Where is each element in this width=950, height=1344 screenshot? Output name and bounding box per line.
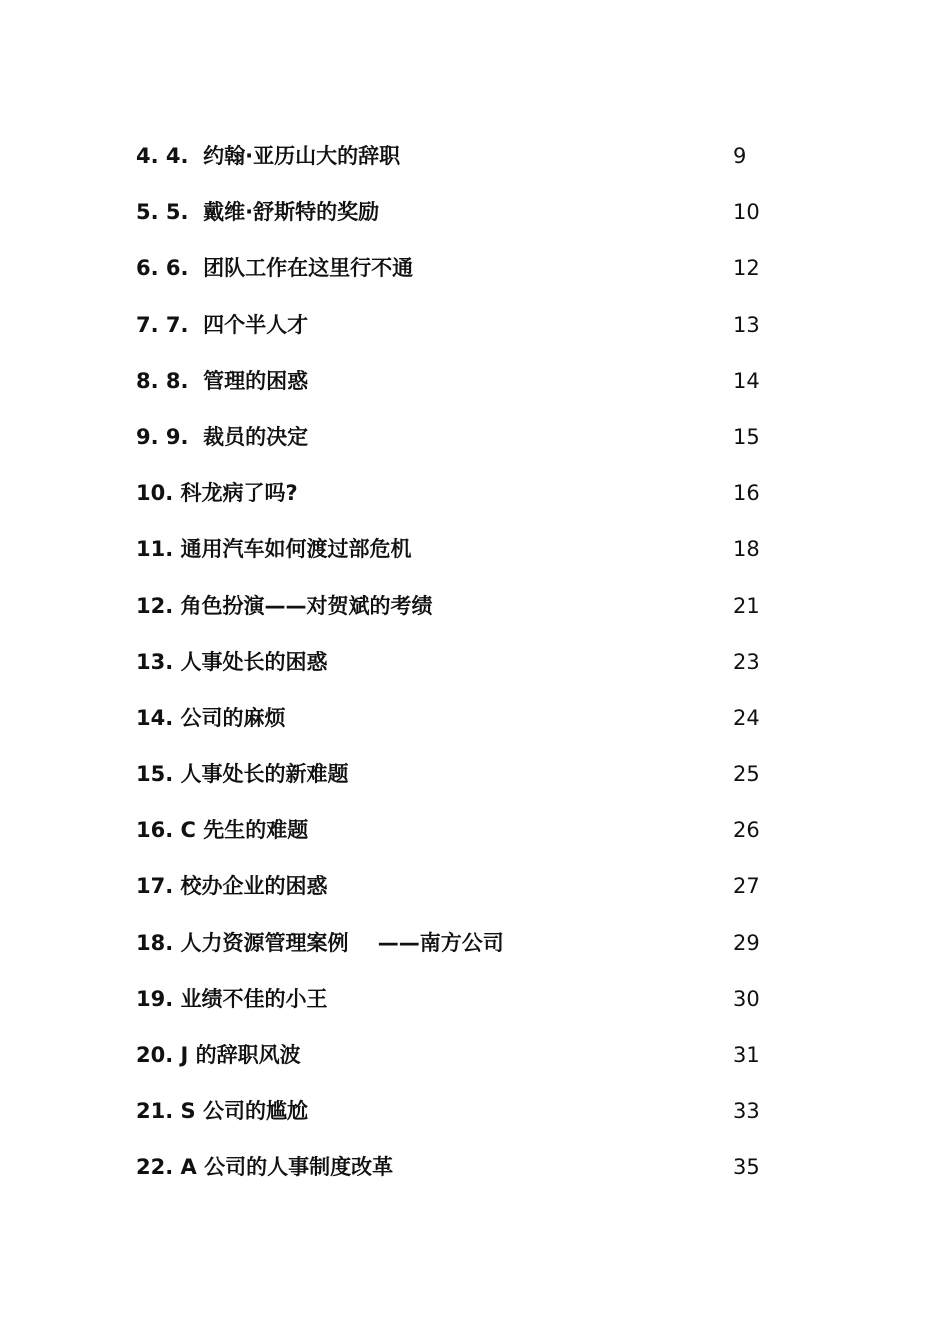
toc-entry[interactable]: [136, 192, 776, 248]
toc-entry-title: 19. 业绩不佳的小王: [136, 986, 328, 1011]
toc-entry[interactable]: [136, 923, 776, 979]
toc-entry-title: 12. 角色扮演——对贺斌的考绩: [136, 593, 433, 618]
table-of-contents: [136, 136, 776, 1204]
toc-entry-page: 12: [733, 256, 760, 281]
toc-entry-page: 18: [733, 537, 760, 562]
toc-entry[interactable]: [136, 248, 776, 304]
toc-entry[interactable]: [136, 1035, 776, 1091]
toc-entry-title: 5. 5. 戴维·舒斯特的奖励: [136, 200, 380, 225]
toc-entry-page: 24: [733, 705, 760, 730]
toc-entry[interactable]: [136, 473, 776, 529]
toc-entry-title: 16. C 先生的难题: [136, 818, 309, 843]
toc-entry-page: 30: [733, 986, 760, 1011]
toc-entry-page: 35: [733, 1155, 760, 1180]
toc-entry[interactable]: [136, 417, 776, 473]
toc-entry-page: 27: [733, 874, 760, 899]
toc-entry-title: 22. A 公司的人事制度改革: [136, 1155, 394, 1180]
toc-entry[interactable]: [136, 642, 776, 698]
toc-entry-title: 21. S 公司的尴尬: [136, 1099, 308, 1124]
toc-entry-title: 18. 人力资源管理案例 ——南方公司: [136, 930, 504, 955]
toc-entry[interactable]: [136, 586, 776, 642]
toc-entry-page: 16: [733, 481, 760, 506]
toc-entry-title: 17. 校办企业的困惑: [136, 874, 328, 899]
toc-entry[interactable]: [136, 361, 776, 417]
toc-entry-title: 4. 4. 约翰·亚历山大的辞职: [136, 144, 401, 168]
toc-entry[interactable]: [136, 1091, 776, 1147]
toc-entry[interactable]: [136, 136, 776, 192]
toc-entry-title: 14. 公司的麻烦: [136, 705, 286, 730]
toc-entry[interactable]: [136, 810, 776, 866]
toc-entry[interactable]: [136, 754, 776, 810]
toc-entry-title: 11. 通用汽车如何渡过部危机: [136, 537, 412, 562]
toc-entry-page: 15: [733, 424, 760, 449]
toc-entry-page: 33: [733, 1099, 760, 1124]
toc-entry-title: 15. 人事处长的新难题: [136, 762, 349, 787]
toc-entry-page: 25: [733, 762, 760, 787]
toc-entry-page: 13: [733, 312, 760, 337]
toc-entry-title: 7. 7. 四个半人才: [136, 312, 309, 337]
toc-entry[interactable]: [136, 979, 776, 1035]
toc-entry-title: 10. 科龙病了吗?: [136, 481, 298, 506]
toc-entry[interactable]: [136, 529, 776, 585]
toc-entry[interactable]: [136, 698, 776, 754]
toc-entry[interactable]: [136, 305, 776, 361]
toc-entry-page: 14: [733, 368, 760, 393]
toc-entry-title: 8. 8. 管理的困惑: [136, 368, 309, 393]
toc-entry-page: 29: [733, 930, 760, 955]
toc-entry-page: 26: [733, 818, 760, 843]
toc-entry-title: 20. J 的辞职风波: [136, 1043, 301, 1067]
toc-entry-title: 6. 6. 团队工作在这里行不通: [136, 256, 414, 281]
toc-entry-title: 13. 人事处长的困惑: [136, 649, 328, 674]
toc-entry-page: 10: [733, 200, 760, 225]
toc-entry-page: 31: [733, 1043, 760, 1067]
toc-entry-page: 23: [733, 649, 760, 674]
toc-entry-page: 21: [733, 593, 760, 618]
toc-entry[interactable]: [136, 866, 776, 922]
toc-entry[interactable]: [136, 1147, 776, 1203]
toc-entry-page: 9: [733, 144, 747, 168]
toc-entry-title: 9. 9. 裁员的决定: [136, 424, 309, 449]
